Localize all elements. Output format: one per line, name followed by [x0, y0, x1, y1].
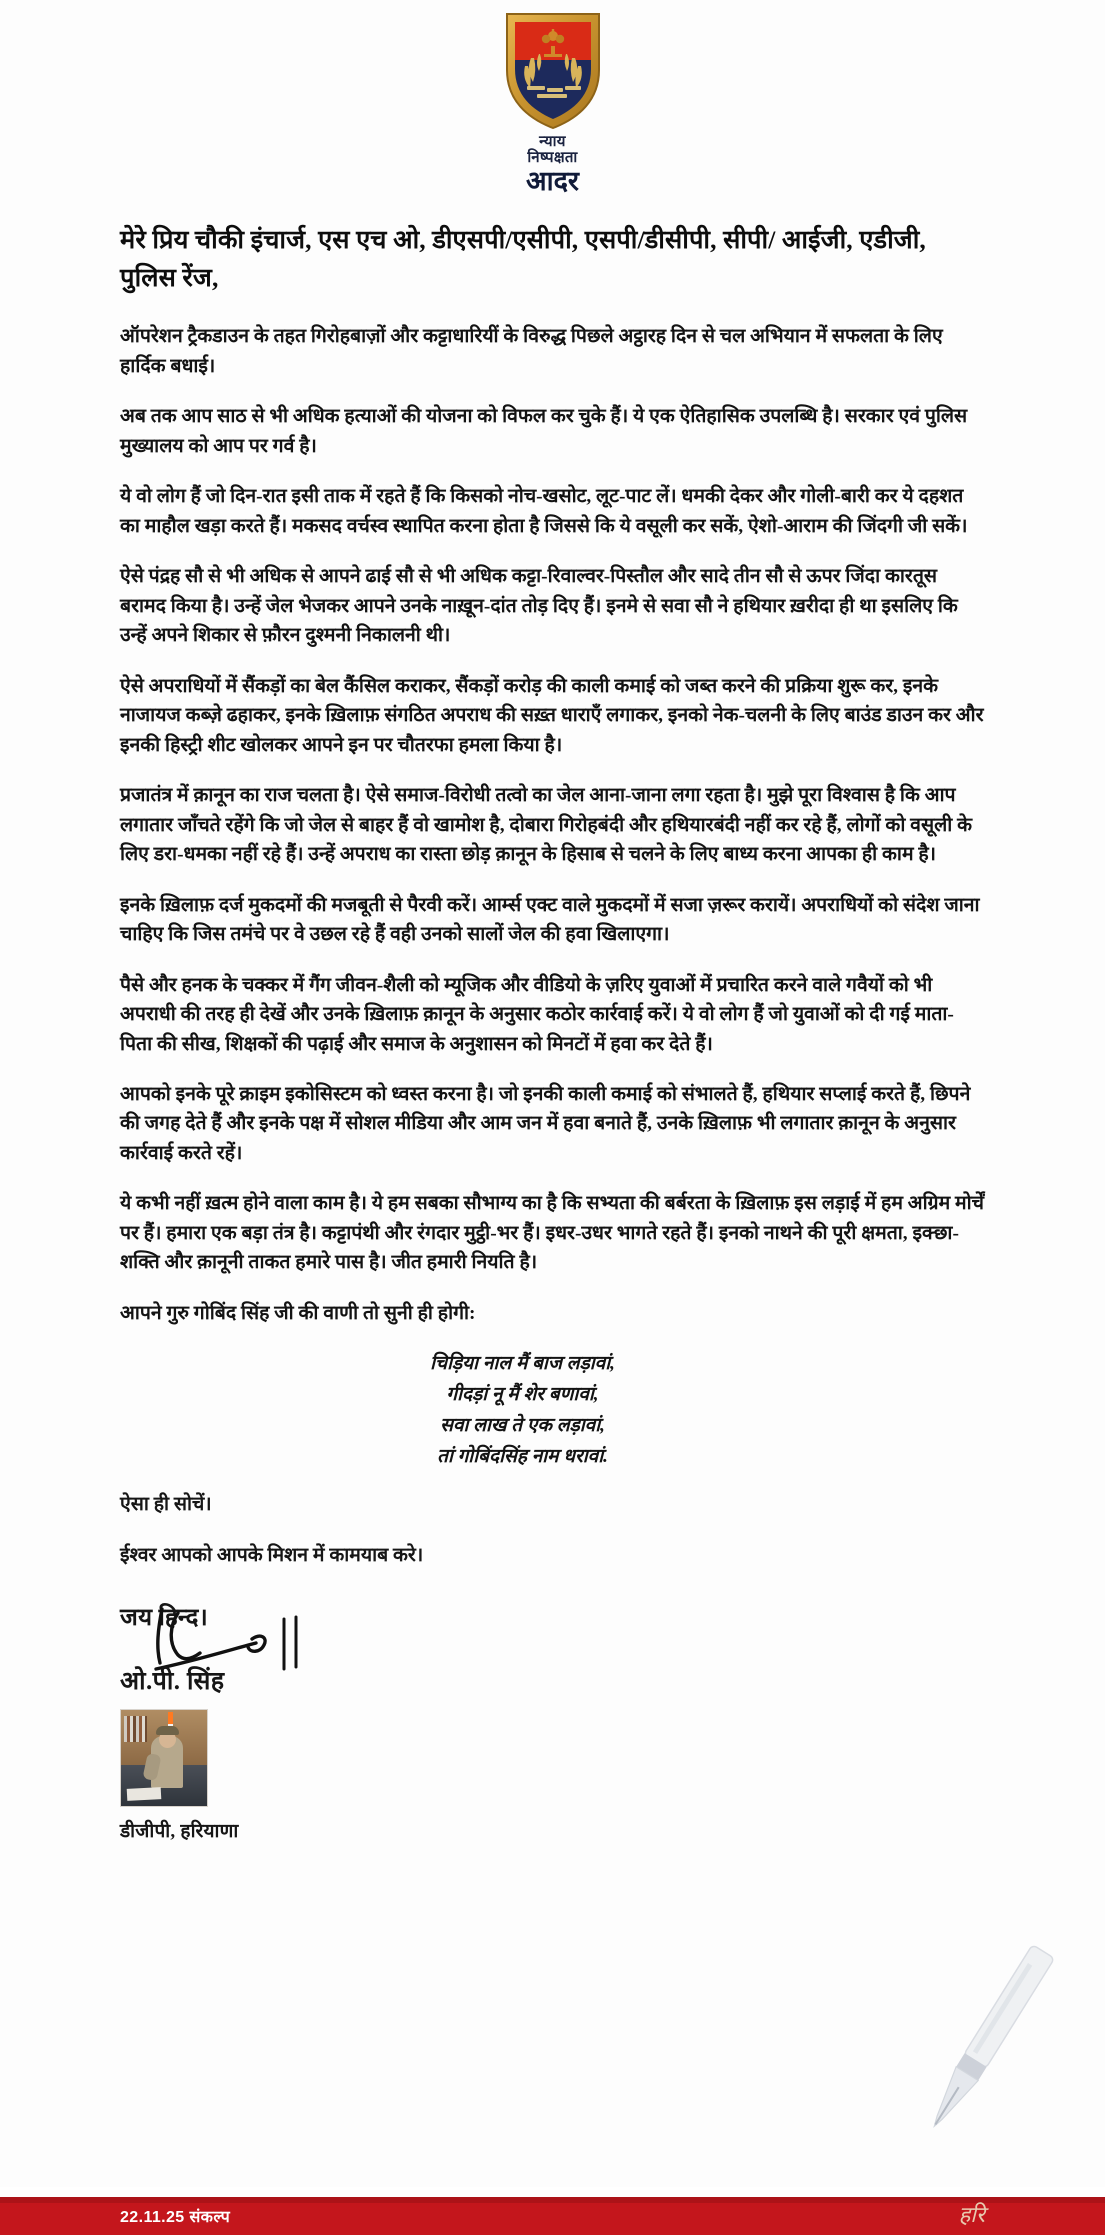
paragraph-4: ऐसे पंद्रह सौ से भी अधिक से आपने ढाई सौ से भी अधिक कट्टा-रिवाल्वर-पिस्तौल और सादे तीन सौ से ऊपर जिंदा कारतूस बरामद किया है। उन्हें जेल भेजकर आपने उनके नाख़ून-दांत तोड़ दिए हैं। इनमे से सवा सौ ने हथियार ख़रीदा ही था इसलिए कि उन्हें अपने शिकार से फ़ौरन दुश्मनी निकालनी थी। — [120, 566, 958, 647]
police-motto — [526, 134, 579, 195]
verse-intro: आपने गुरु गोबिंद सिंह जी की वाणी तो सुनी ही होगी: — [120, 1302, 476, 1324]
signature-block — [120, 1629, 985, 1703]
haryana-police-emblem-icon — [501, 8, 605, 132]
letter-body — [0, 195, 1105, 2235]
salutation: मेरे प्रिय चौकी इंचार्ज, एस एच ओ, डीएसपी/एसीपी, एसपी/डीसीपी, सीपी/ आईजी, एडीजी, पुलिस रेंज, — [120, 224, 926, 292]
paragraph-10: ये कभी नहीं ख़त्म होने वाला काम है। ये हम सबका सौभाग्य का है कि सभ्यता की बर्बरता के ख़िलाफ़ इस लड़ाई में हम अग्रिम मोर्चें पर हैं। हमारा एक बड़ा तंत्र है। कट्टापंथी और रंगदार मुट्ठी-भर हैं। इधर-उधर भागते रहते हैं। इनको नाथने की पूरी क्षमता, इक्छा-शक्ति और क़ानूनी ताकत हमारे पास है। जीत हमारी नियति है। — [120, 1193, 984, 1274]
closing-line-2: ईश्वर आपको आपके मिशन में कामयाब करे। — [120, 1544, 424, 1566]
paragraph-6: प्रजातंत्र में क़ानून का राज चलता है। ऐसे समाज-विरोधी तत्वो का जेल आना-जाना लगा रहता है। मुझे पूरा विश्वास है कि आप लगातार जाँचते रहेंगे कि जो जेल से बाहर हैं वो खामोश है, दोबारा गिरोहबंदी और हथियारबंदी नहीं कर रहे हैं, लोगों को वसूली के लिए डरा-धमका नहीं रहे हैं। उन्हें अपराध का रास्ता छोड़ क़ानून के हिसाब से चलने के लिए बाध्य करना आपका ही काम है। — [120, 785, 972, 866]
paragraph-2: अब तक आप साठ से भी अधिक हत्याओं की योजना को विफल कर चुके हैं। ये एक ऐतिहासिक उपलब्धि है। सरकार एवं पुलिस मुख्यालय को आप पर गर्व है। — [120, 406, 968, 457]
officer-designation: डीजीपी, हरियाणा — [120, 1820, 239, 1842]
guru-gobind-singh-verse — [120, 1349, 985, 1472]
closing-line-1: ऐसा ही सोचें। — [120, 1494, 212, 1516]
footer-gap — [0, 2187, 1105, 2197]
paragraph-1: ऑपरेशन ट्रैकडाउन के तहत गिरोहबाज़ों और कट्टाधारियीं के विरुद्ध पिछले अट्ठारह दिन से चल अभियान में सफलता के लिए हार्दिक बधाई। — [120, 326, 943, 377]
footer-bar — [0, 2197, 1105, 2235]
officer-photo — [120, 1709, 208, 1807]
motto-line-aadar: आदर — [526, 165, 579, 196]
verse-line-2: गीदड़ां नू मैं शेर बणावां, — [446, 1384, 599, 1406]
paragraph-8: पैसे और हनक के चक्कर में गैंग जीवन-शैली को म्यूजिक और वीडियो के ज़रिए युवाओं में प्रचारित करने वाले गवैयों को भी अपराधी की तरह ही देखें और उनके ख़िलाफ़ क़ानून के अनुसार कठोर कार्रवाई करें। ये वो लोग हैं जो युवाओं को दी गई माता-पिता की सीख, शिक्षकों की पढ़ाई और समाज के अनुशासन को मिनटों में हवा कर देते हैं। — [120, 974, 954, 1055]
motto-line-nyaya: न्याय — [539, 133, 566, 150]
paragraph-5: ऐसे अपराधियों में सैंकड़ों का बेल कैंसिल कराकर, सैंकड़ों करोड़ की काली कमाई को जब्त करने की प्रक्रिया शुरू कर, इनके नाजायज कब्ज़े ढहाकर, इनके ख़िलाफ़ संगठित अपराध की सख़्त धाराएँ लगाकर, इनको नेक-चलनी के लिए बाउंड डाउन कर और इनकी हिस्ट्री शीट खोलकर आपने इन पर चौतरफा हमला किया है। — [120, 675, 984, 756]
verse-line-1: चिड़िया नाल मैं बाज लड़ावां, — [430, 1353, 615, 1375]
fountain-pen-icon — [887, 1935, 1087, 2145]
footer-shade — [0, 2197, 1105, 2203]
footer-watermark: हरि — [958, 2202, 985, 2227]
paragraph-7: इनके ख़िलाफ़ दर्ज मुकदमों की मजबूती से पैरवी करें। आर्म्स एक्ट वाले मुकदमों में सजा ज़रूर करायें। अपराधियों को संदेश जाना चाहिए कि जिस तमंचे पर वे उछल रहे हैं वही उनको सालों जेल की हवा खिलाएगा। — [120, 894, 980, 946]
jai-hind-text: जय हिन्द। — [120, 1604, 209, 1631]
paragraph-9: आपको इनके पूरे क्राइम इकोसिस्टम को ध्वस्त करना है। जो इनकी काली कमाई को संभालते हैं, हथियार सप्लाई करते हैं, छिपने की जगह देते हैं और इनके पक्ष में सोशल मीडिया और आम जन में हवा बनाते हैं, उनके ख़िलाफ़ भी लगातार क़ानून के अनुसार कार्रवाई करते रहें। — [120, 1084, 971, 1164]
signatory-name: ओ.पी. सिंह — [120, 1667, 225, 1695]
verse-line-4: तां गोबिंदसिंह नाम धरावां. — [437, 1445, 608, 1467]
verse-line-3: सवा लाख ते एक लड़ावां, — [440, 1414, 605, 1436]
letterhead — [0, 0, 1105, 195]
paragraph-3: ये वो लोग हैं जो दिन-रात इसी ताक में रहते हैं कि किसको नोच-खसोट, लूट-पाट लें। धमकी देकर और गोली-बारी कर ये दहशत का माहौल खड़ा करते हैं। मकसद वर्चस्व स्थापित करना होता है जिससे कि ये वसूली कर सकें, ऐशो-आराम की जिंदगी जी सकें। — [120, 486, 968, 537]
motto-line-nishpakshata: निष्पक्षता — [527, 148, 578, 166]
footer-date-label: 22.11.25 संकल्प — [120, 2209, 231, 2226]
